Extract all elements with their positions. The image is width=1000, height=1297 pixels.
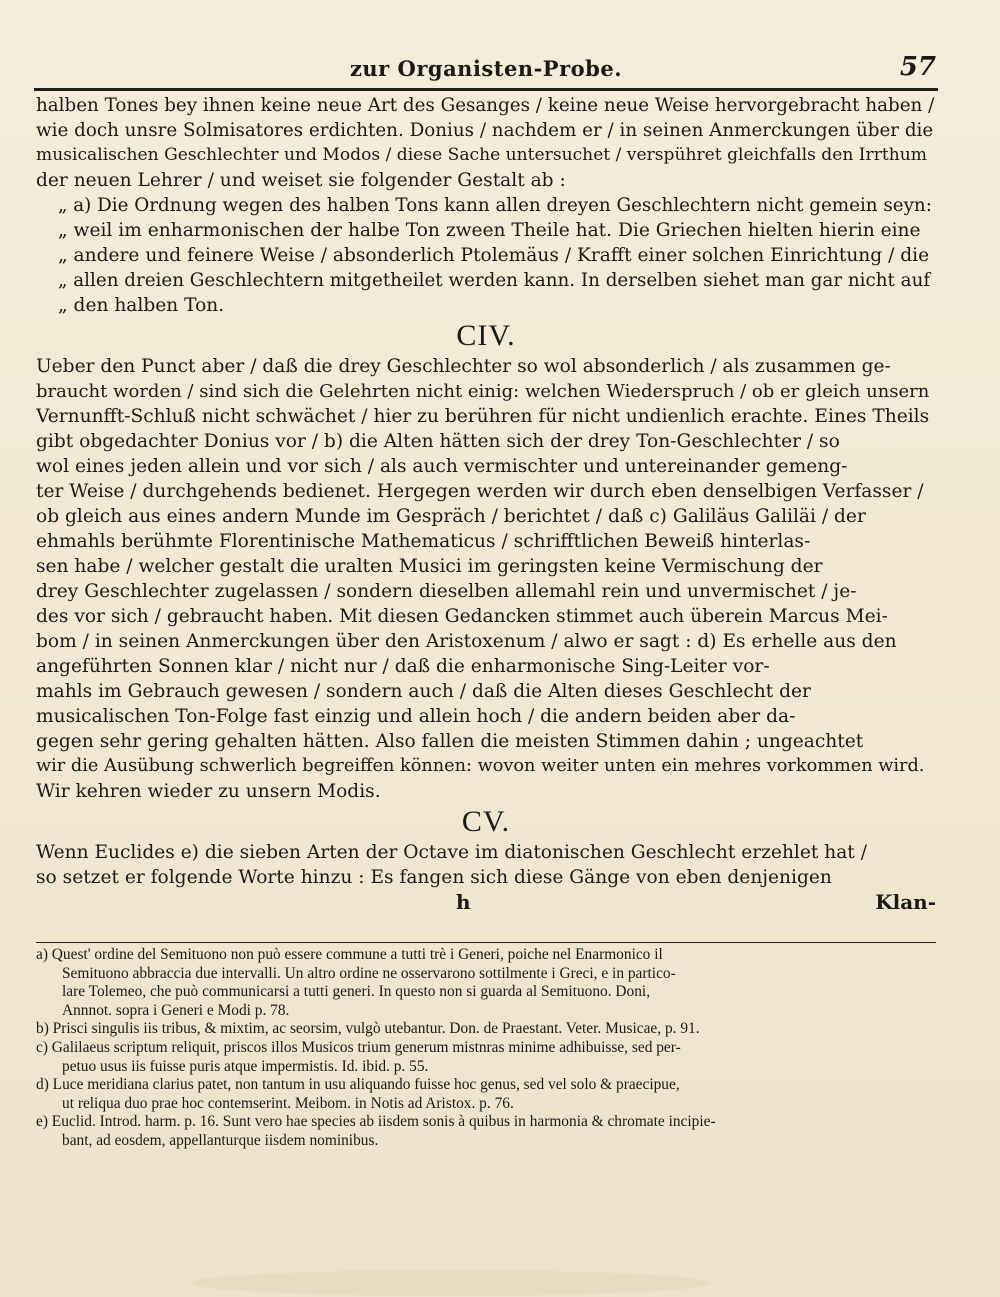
footnote-line: petuo usus iis fuisse puris atque impermistis. Id. ibid. p. 55. [62,1057,429,1075]
text-line: wol eines jeden allein und vor sich / als auch vermischter und untereinander gemeng- [36,456,848,477]
page-header [36,52,936,86]
text-line: ter Weise / durchgehends bedienet. Hergegen werden wir durch eben denselbigen Verfasser / [36,481,924,502]
text-line: so setzet er folgende Worte hinzu : Es fangen sich diese Gänge von eben denjenigen [36,867,832,888]
page-number: 57 [899,52,936,82]
text-line: musicalischen Ton-Folge fast einzig und allein hoch / die andern beiden aber da- [36,706,796,727]
quote-line: „ allen dreien Geschlechtern mitgetheilet werden kann. In derselben siehet man gar nicht auf [58,270,931,291]
text-line: angeführten Sonnen klar / nicht nur / daß die enharmonische Sing-Leiter vor- [36,656,770,677]
section-heading-cv: CV. [461,805,511,838]
text-line: halben Tones bey ihnen keine neue Art des Gesanges / keine neue Weise hervorgebracht haben / [36,95,935,116]
quoted-passage [36,193,936,318]
text-line: mahls im Gebrauch gewesen / sondern auch / daß die Alten dieses Geschlecht der [36,681,811,702]
footnote-line: c) Galilaeus scriptum reliquit, priscos illos Musicos trium generum mistnras minime adhibuisse, sed per- [36,1038,681,1056]
text-line: ehmahls berühmte Florentinische Mathematicus / schrifftlichen Beweiß hinterlas- [36,531,811,552]
text-line: braucht worden / sind sich die Gelehrten nicht einig: welchen Wiederspruch / ob er gleich unsern [36,381,930,402]
text-line: Ueber den Punct aber / daß die drey Geschlechter so wol absonderlich / als zusammen ge- [36,356,891,377]
text-line: Wenn Euclides e) die sieben Arten der Octave im diatonischen Geschlecht erzehlet hat / [36,842,867,863]
paragraph-3 [36,840,936,890]
paragraph-2 [36,354,936,804]
text-line: der neuen Lehrer / und weiset sie folgender Gestalt ab : [36,170,566,191]
header-rule [34,88,938,91]
footnote-line: ut reliqua duo prae hoc contemserint. Meibom. in Notis ad Aristox. p. 76. [62,1094,514,1112]
quote-line: „ weil im enharmonischen der halbe Ton zween Theile hat. Die Griechen hielten hierin eine [58,220,921,241]
footnote-line: d) Luce meridiana clarius patet, non tantum in usu aliquando fuisse hoc genus, sed vel solo & praecipue, [36,1076,680,1094]
text-line: sen habe / welcher gestalt die uralten Musici im geringsten keine Vermischung der [36,556,823,577]
text-line: gegen sehr gering gehalten hätten. Also fallen die meisten Stimmen dahin ; ungeachtet [36,731,864,752]
footnote-line: a) Quest' ordine del Semituono non può essere commune a tutti trè i Generi, poiche nel Enarmonico il [36,946,663,963]
text-line: drey Geschlechter zugelassen / sondern dieselben allemahl rein und unvermischet / je- [36,581,857,602]
text-line: bom / in seinen Anmerckungen über den Aristoxenum / alwo er sagt : d) Es erhelle aus den [36,631,897,652]
footnote-line: lare Tolemeo, che può communicarsi a tutti generi. In questo non si guarda al Semituono. Doni, [62,983,651,1001]
signature-mark: h [456,890,471,914]
text-line: Wir kehren wieder zu unsern Modis. [36,781,381,802]
quote-line: „ a) Die Ordnung wegen des halben Tons kann allen dreyen Geschlechtern nicht gemein seyn: [58,195,932,216]
text-line: wir die Ausübung schwerlich begreiffen können: wovon weiter unten ein mehres vorkommen wird. [36,756,925,776]
footnote-line: b) Prisci singulis iis tribus, & mixtim, ac seorsim, vulgò utebantur. Don. de Praestant. Veter. Musicae, p. 91. [36,1020,700,1038]
catchline [36,890,936,914]
text-line: ob gleich aus eines andern Munde im Gespräch / berichtet / daß c) Galiläus Galiläi / der [36,506,866,527]
main-text [36,93,936,914]
text-line: des vor sich / gebraucht haben. Mit diesen Gedancken stimmet auch überein Marcus Mei- [36,606,888,627]
text-line: wie doch unsre Solmisatores erdichten. Donius / nachdem er / in seinen Anmerckungen über die [36,120,934,141]
footnote-line: Annnot. sopra i Generi e Modi p. 78. [62,1001,290,1019]
text-line: gibt obgedachter Donius vor / b) die Alten hätten sich der drey Ton-Geschlechter / so [36,431,840,452]
catchword: Klan- [875,890,936,914]
footnote-rule [36,942,936,943]
footnote-line: Semituono abbraccia due intervalli. Un altro ordine ne osservarono sottilmente i Greci, e in partico- [62,964,676,982]
footnote-line: bant, ad eosdem, appellanturque iisdem nominibus. [62,1131,379,1149]
section-heading-civ: CIV. [456,319,516,352]
running-head: zur Organisten-Probe. [349,56,623,81]
footnote-line: e) Euclid. Introd. harm. p. 16. Sunt vero hae species ab iisdem sonis à quibus in harmonia & chromate incipie- [36,1113,716,1131]
text-line: musicalischen Geschlechter und Modos / diese Sache untersuchet / verspühret gleichfalls den Irrthum [36,145,927,165]
quote-line: „ andere und feinere Weise / absonderlich Ptolemäus / Krafft einer solchen Einrichtung / die [58,245,930,266]
paragraph-1 [36,93,936,193]
paper-stain [190,1270,710,1296]
footnotes [36,946,936,1151]
quote-line: „ den halben Ton. [58,295,225,316]
text-line: Vernunfft-Schluß nicht schwächet / hier zu berühren für nicht undienlich erachte. Eines Theils [36,406,930,427]
